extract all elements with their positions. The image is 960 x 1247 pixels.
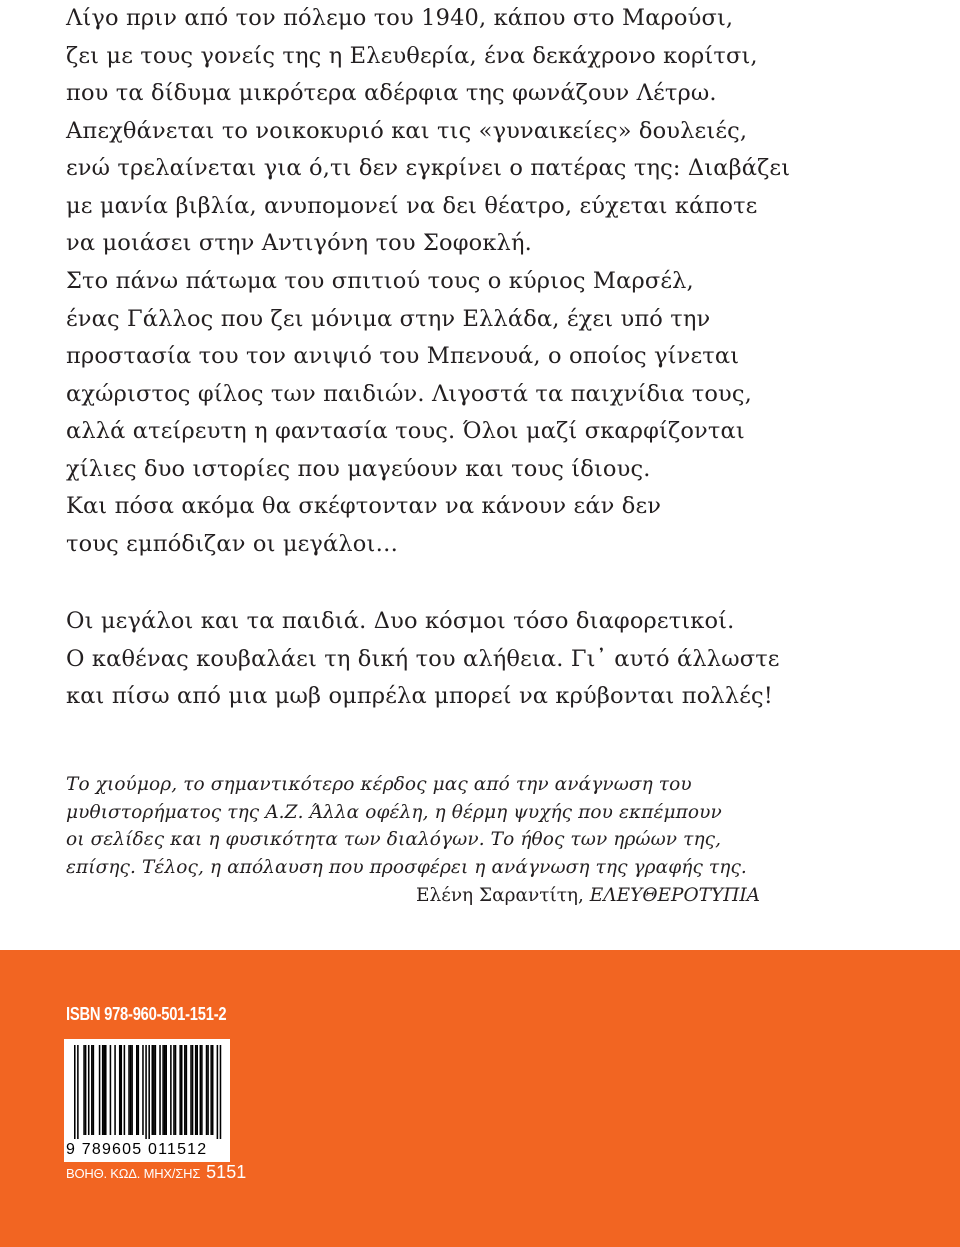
barcode-bar: [105, 1045, 107, 1135]
barcode-bar: [220, 1045, 222, 1139]
barcode-bars: [64, 1039, 230, 1139]
review-line: μυθιστορήματος της Α.Ζ. Άλλα οφέλη, η θέρμη ψυχής που εκπέμπουν: [66, 802, 722, 823]
barcode-bar: [206, 1045, 208, 1135]
isbn-label: ISBN 978-960-501-151-2: [66, 1004, 227, 1024]
barcode-bar: [130, 1045, 132, 1135]
barcode-bar: [119, 1045, 121, 1135]
description-line: αχώριστος φίλος των παιδιών. Λιγοστά τα παιχνίδια τους,: [66, 381, 752, 407]
barcode-bar: [175, 1045, 177, 1135]
description-line: αλλά ατείρευτη η φαντασία τους. Όλοι μαζί σκαρφίζονται: [66, 418, 745, 444]
description-line: ένας Γάλλος που ζει μόνιμα στην Ελλάδα, έχει υπό την: [66, 306, 711, 332]
review-line: οι σελίδες και η φυσικότητα των διαλόγων. Το ήθος των ηρώων της,: [66, 829, 722, 850]
description-line: με μανία βιβλία, ανυπομονεί να δει θέατρο, εύχεται κάποτε: [66, 193, 758, 219]
product-code-number: 5151: [206, 1162, 247, 1182]
barcode-bar: [201, 1045, 203, 1135]
barcode: [64, 1039, 230, 1162]
description-line: να μοιάσει στην Αντιγόνη του Σοφοκλή.: [66, 230, 532, 256]
barcode-bar: [121, 1045, 123, 1135]
barcode-bar: [131, 1045, 133, 1135]
barcode-bar: [173, 1045, 175, 1135]
barcode-bar: [124, 1045, 126, 1135]
review-source: ΕΛΕΥΘΕΡΟΤΥΠΙΑ: [589, 885, 761, 906]
barcode-bar: [196, 1045, 198, 1135]
barcode-digits: 9 789605 011512: [66, 1141, 208, 1158]
description-line: Στο πάνω πάτωμα του σπιτιού τους ο κύριος Μαρσέλ,: [66, 268, 694, 294]
barcode-bar: [128, 1045, 130, 1135]
barcode-bar: [88, 1045, 90, 1135]
barcode-bar: [110, 1045, 112, 1135]
tagline-line: Οι μεγάλοι και τα παιδιά. Δυο κόσμοι τόσο διαφορετικοί.: [66, 608, 735, 634]
barcode-bar: [159, 1045, 161, 1135]
barcode-bar: [190, 1045, 192, 1135]
barcode-bar: [99, 1045, 101, 1135]
barcode-bar: [164, 1045, 166, 1135]
review-attribution: [416, 883, 760, 909]
description-line: χίλιες δυο ιστορίες που μαγεύουν και τους ίδιους.: [66, 456, 651, 482]
review-author: Ελένη Σαραντίτη,: [416, 885, 584, 906]
barcode-bar: [148, 1045, 150, 1139]
barcode-bar: [142, 1045, 144, 1135]
product-code: [66, 1162, 246, 1183]
barcode-bar: [181, 1045, 183, 1135]
barcode-bar: [179, 1045, 181, 1135]
tagline-line: Ο καθένας κουβαλάει τη δική του αλήθεια. Γι᾽ αυτό άλλωστε: [66, 646, 780, 672]
barcode-bar: [165, 1045, 167, 1135]
description-line: Λίγο πριν από τον πόλεμο του 1940, κάπου στο Μαρούσι,: [66, 5, 734, 31]
barcode-bar: [91, 1045, 93, 1135]
description-line: ζει με τους γονείς της η Ελευθερία, ένα δεκάχρονο κορίτσι,: [66, 43, 758, 69]
description-line: Και πόσα ακόμα θα σκέφτονταν να κάνουν εάν δεν: [66, 493, 662, 519]
barcode-bar: [186, 1045, 188, 1135]
barcode-bar: [102, 1045, 104, 1135]
barcode-bar: [152, 1045, 154, 1135]
barcode-bar: [162, 1045, 164, 1135]
barcode-bar: [192, 1045, 194, 1135]
review-line: Το χιούμορ, το σημαντικότερο κέρδος μας από την ανάγνωση του: [66, 774, 692, 795]
barcode-bar: [153, 1045, 155, 1135]
barcode-bar: [83, 1045, 85, 1135]
barcode-bar: [114, 1045, 116, 1135]
barcode-bar: [210, 1045, 212, 1135]
barcode-bar: [170, 1045, 172, 1135]
barcode-bar: [212, 1045, 214, 1135]
barcode-bar: [103, 1045, 105, 1135]
barcode-bar: [200, 1045, 202, 1135]
barcode-bar: [184, 1045, 186, 1135]
barcode-bar: [207, 1045, 209, 1135]
description-line: Απεχθάνεται το νοικοκυριό και τις «γυναικείες» δουλειές,: [66, 118, 748, 144]
product-code-label: ΒΟΗΘ. ΚΩΔ. ΜΗΧ/ΣΗΣ: [66, 1166, 201, 1181]
description-line: ενώ τρελαίνεται για ό,τι δεν εγκρίνει ο πατέρας της: Διαβάζει: [66, 155, 791, 181]
barcode-bar: [138, 1045, 140, 1135]
review-line: επίσης. Τέλος, η απόλαυση που προσφέρει η ανάγνωση της γραφής της.: [66, 857, 747, 878]
barcode-bar: [74, 1045, 76, 1139]
description-line: τους εμπόδιζαν οι μεγάλοι…: [66, 531, 399, 557]
barcode-bar: [195, 1045, 197, 1135]
description-line: προστασία του τον ανιψιό του Μπενουά, ο οποίος γίνεται: [66, 343, 740, 369]
barcode-bar: [93, 1045, 95, 1135]
barcode-bar: [217, 1045, 219, 1139]
description-line: που τα δίδυμα μικρότερα αδέρφια της φωνάζουν Λέτρω.: [66, 80, 717, 106]
barcode-bar: [155, 1045, 157, 1135]
barcode-bar: [85, 1045, 87, 1135]
barcode-bar: [77, 1045, 79, 1139]
tagline-line: και πίσω από μια μωβ ομπρέλα μπορεί να κρύβονται πολλές!: [66, 683, 773, 709]
barcode-bar: [145, 1045, 147, 1139]
barcode-bar: [136, 1045, 138, 1135]
